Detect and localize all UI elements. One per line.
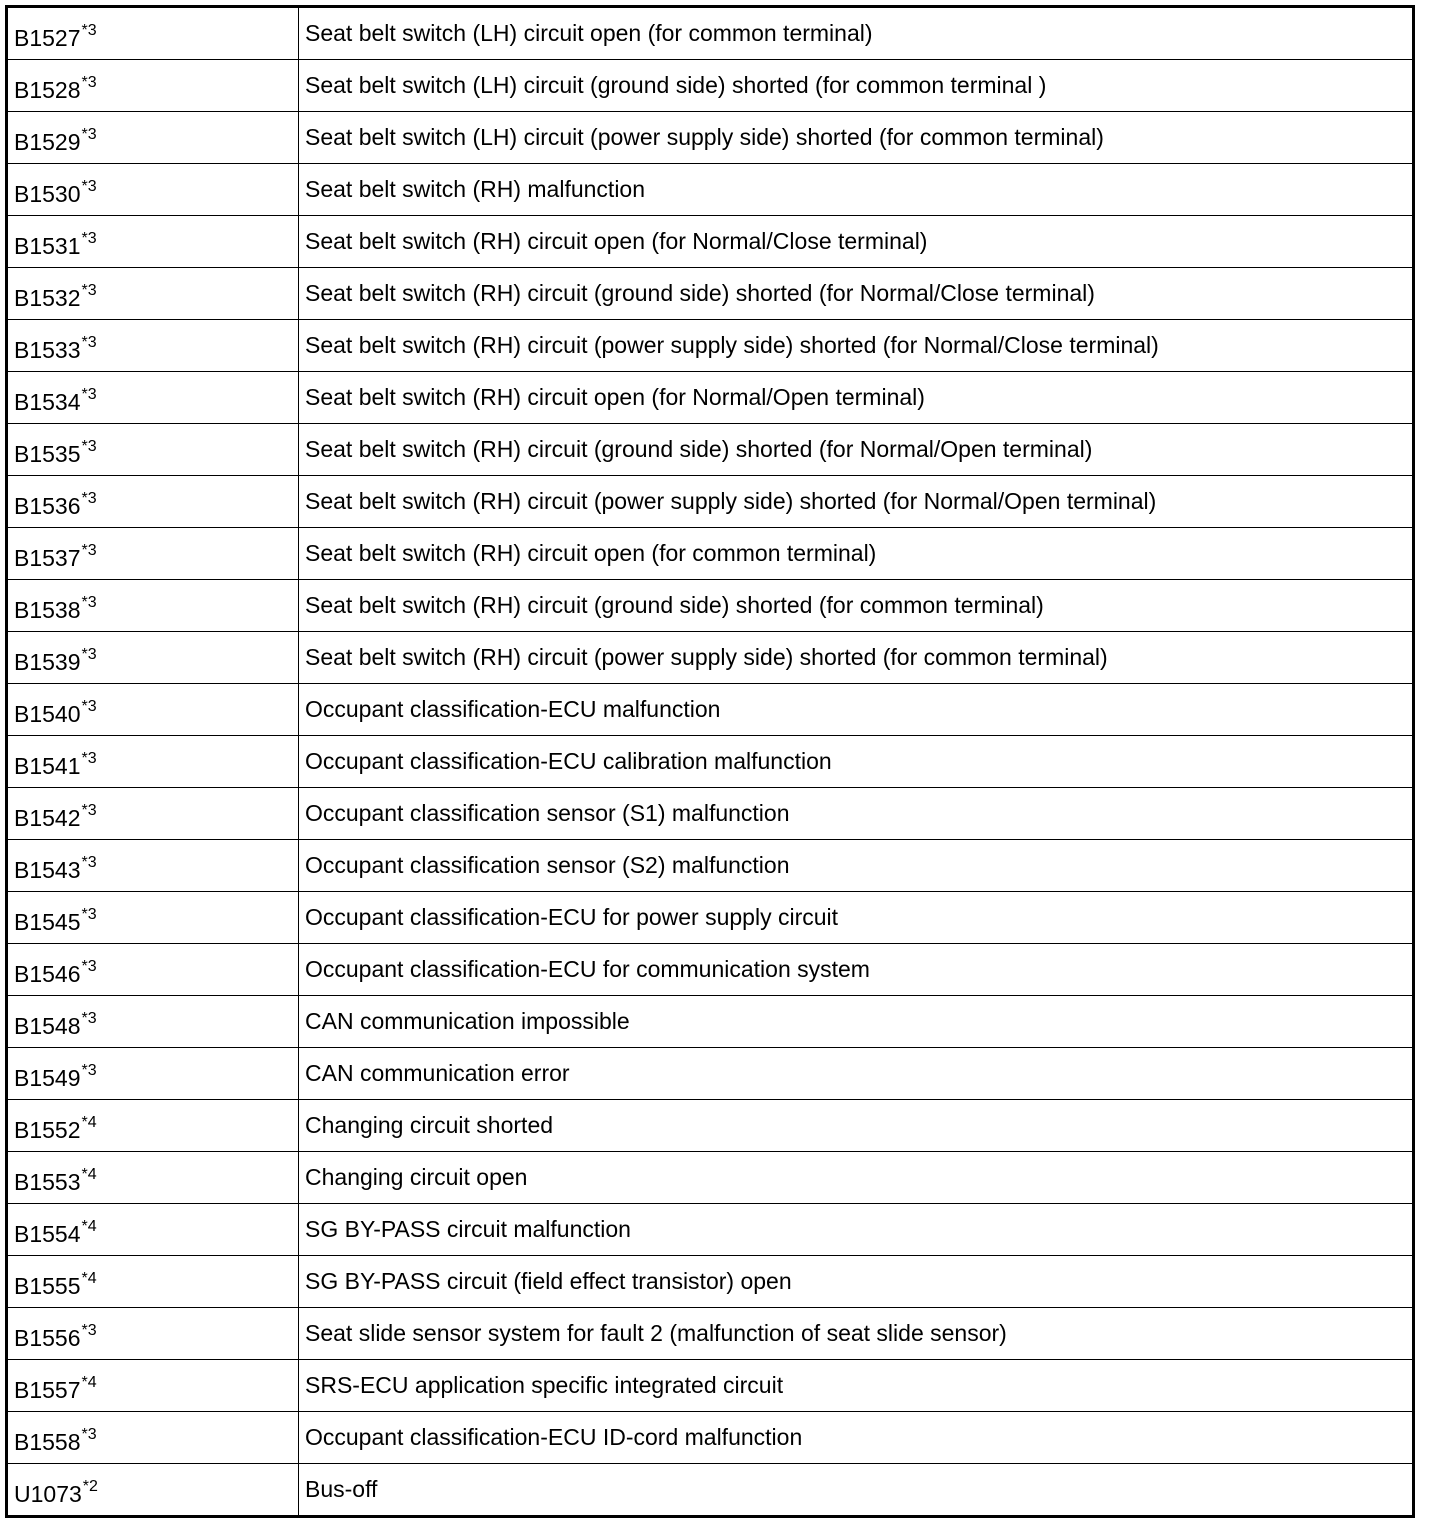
dtc-code-cell: [7, 1100, 299, 1152]
dtc-footnote-marker: *3: [81, 1322, 97, 1339]
dtc-footnote-marker: *3: [81, 386, 97, 403]
table-row: [7, 944, 1414, 996]
dtc-description: Seat belt switch (RH) circuit open (for Normal/Open terminal): [299, 372, 1414, 424]
dtc-code: B1552: [14, 1117, 81, 1143]
dtc-code-cell: [7, 840, 299, 892]
dtc-code: B1542: [14, 805, 81, 831]
dtc-footnote-marker: *3: [81, 958, 97, 975]
table-row: [7, 840, 1414, 892]
dtc-description: SG BY-PASS circuit malfunction: [299, 1204, 1414, 1256]
dtc-footnote-marker: *3: [81, 334, 97, 351]
table-row: [7, 216, 1414, 268]
dtc-footnote-marker: *3: [81, 1010, 97, 1027]
dtc-code: B1558: [14, 1429, 81, 1455]
dtc-description: Changing circuit shorted: [299, 1100, 1414, 1152]
dtc-footnote-marker: *3: [81, 646, 97, 663]
dtc-description: CAN communication error: [299, 1048, 1414, 1100]
dtc-description: SRS-ECU application specific integrated circuit: [299, 1360, 1414, 1412]
dtc-footnote-marker: *3: [81, 282, 97, 299]
table-row: [7, 424, 1414, 476]
table-row: [7, 1100, 1414, 1152]
dtc-code-cell: [7, 1360, 299, 1412]
dtc-code-cell: [7, 1412, 299, 1464]
dtc-footnote-marker: *4: [81, 1374, 97, 1391]
dtc-footnote-marker: *3: [81, 178, 97, 195]
table-row: [7, 372, 1414, 424]
dtc-code: B1531: [14, 233, 81, 259]
dtc-footnote-marker: *3: [81, 750, 97, 767]
dtc-code: B1532: [14, 285, 81, 311]
dtc-description: Seat belt switch (RH) circuit (power supply side) shorted (for common terminal): [299, 632, 1414, 684]
dtc-description: Occupant classification-ECU for power supply circuit: [299, 892, 1414, 944]
dtc-code-cell: [7, 476, 299, 528]
table-row: [7, 1204, 1414, 1256]
dtc-code: B1554: [14, 1221, 81, 1247]
table-row: [7, 7, 1414, 60]
dtc-table-body: [7, 7, 1414, 1517]
dtc-code: B1540: [14, 701, 81, 727]
dtc-description: Bus-off: [299, 1464, 1414, 1517]
dtc-code: B1545: [14, 909, 81, 935]
dtc-code: B1556: [14, 1325, 81, 1351]
dtc-footnote-marker: *3: [81, 230, 97, 247]
table-row: [7, 1048, 1414, 1100]
dtc-description: Seat belt switch (RH) circuit (power supply side) shorted (for Normal/Open terminal): [299, 476, 1414, 528]
dtc-code-cell: [7, 580, 299, 632]
dtc-code-cell: [7, 164, 299, 216]
dtc-description: Seat belt switch (RH) circuit open (for common terminal): [299, 528, 1414, 580]
dtc-code-cell: [7, 944, 299, 996]
dtc-description: Seat belt switch (RH) circuit (ground side) shorted (for Normal/Open terminal): [299, 424, 1414, 476]
dtc-footnote-marker: *3: [81, 22, 97, 39]
dtc-description: Seat belt switch (RH) circuit open (for Normal/Close terminal): [299, 216, 1414, 268]
table-row: [7, 996, 1414, 1048]
table-row: [7, 112, 1414, 164]
table-row: [7, 1464, 1414, 1517]
dtc-footnote-marker: *4: [81, 1270, 97, 1287]
dtc-footnote-marker: *3: [81, 594, 97, 611]
dtc-code: B1555: [14, 1273, 81, 1299]
dtc-footnote-marker: *3: [81, 438, 97, 455]
dtc-code-cell: [7, 892, 299, 944]
dtc-code-cell: [7, 320, 299, 372]
table-row: [7, 1412, 1414, 1464]
dtc-description: Occupant classification-ECU for communication system: [299, 944, 1414, 996]
dtc-code: B1538: [14, 597, 81, 623]
dtc-description: CAN communication impossible: [299, 996, 1414, 1048]
dtc-code: B1541: [14, 753, 81, 779]
dtc-code-cell: [7, 372, 299, 424]
table-row: [7, 1256, 1414, 1308]
table-row: [7, 736, 1414, 788]
dtc-description: Occupant classification sensor (S1) malfunction: [299, 788, 1414, 840]
dtc-footnote-marker: *4: [81, 1218, 97, 1235]
table-row: [7, 476, 1414, 528]
table-row: [7, 684, 1414, 736]
dtc-code-cell: [7, 996, 299, 1048]
dtc-footnote-marker: *3: [81, 1062, 97, 1079]
dtc-table: [5, 5, 1415, 1518]
table-row: [7, 60, 1414, 112]
table-row: [7, 164, 1414, 216]
dtc-code: B1549: [14, 1065, 81, 1091]
dtc-code: B1546: [14, 961, 81, 987]
dtc-description: Seat belt switch (RH) malfunction: [299, 164, 1414, 216]
table-row: [7, 268, 1414, 320]
table-row: [7, 1152, 1414, 1204]
dtc-footnote-marker: *3: [81, 906, 97, 923]
dtc-code-cell: [7, 424, 299, 476]
dtc-code-cell: [7, 1464, 299, 1517]
dtc-code-cell: [7, 528, 299, 580]
dtc-code: B1534: [14, 389, 81, 415]
dtc-code-cell: [7, 268, 299, 320]
dtc-description: Seat belt switch (RH) circuit (power supply side) shorted (for Normal/Close terminal): [299, 320, 1414, 372]
table-row: [7, 632, 1414, 684]
dtc-code-cell: [7, 736, 299, 788]
dtc-code-cell: [7, 684, 299, 736]
dtc-code-cell: [7, 60, 299, 112]
table-row: [7, 1360, 1414, 1412]
dtc-code-cell: [7, 1204, 299, 1256]
dtc-description: Seat belt switch (RH) circuit (ground side) shorted (for common terminal): [299, 580, 1414, 632]
dtc-code: U1073: [14, 1481, 82, 1507]
dtc-code-cell: [7, 1152, 299, 1204]
dtc-code-cell: [7, 788, 299, 840]
dtc-code-cell: [7, 1256, 299, 1308]
dtc-footnote-marker: *3: [81, 698, 97, 715]
table-row: [7, 528, 1414, 580]
dtc-code-cell: [7, 216, 299, 268]
dtc-footnote-marker: *3: [81, 74, 97, 91]
dtc-code-cell: [7, 632, 299, 684]
dtc-footnote-marker: *3: [81, 802, 97, 819]
dtc-footnote-marker: *3: [81, 854, 97, 871]
dtc-description: Seat slide sensor system for fault 2 (malfunction of seat slide sensor): [299, 1308, 1414, 1360]
table-row: [7, 788, 1414, 840]
table-row: [7, 320, 1414, 372]
dtc-footnote-marker: *4: [81, 1166, 97, 1183]
dtc-code: B1543: [14, 857, 81, 883]
dtc-code: B1536: [14, 493, 81, 519]
dtc-description: Seat belt switch (LH) circuit (ground side) shorted (for common terminal ): [299, 60, 1414, 112]
dtc-code: B1539: [14, 649, 81, 675]
dtc-description: Occupant classification-ECU calibration malfunction: [299, 736, 1414, 788]
dtc-description: Seat belt switch (LH) circuit (power supply side) shorted (for common terminal): [299, 112, 1414, 164]
dtc-footnote-marker: *3: [81, 542, 97, 559]
dtc-description: Occupant classification-ECU malfunction: [299, 684, 1414, 736]
dtc-code: B1537: [14, 545, 81, 571]
dtc-footnote-marker: *4: [81, 1114, 97, 1131]
dtc-code: B1548: [14, 1013, 81, 1039]
dtc-description: Seat belt switch (RH) circuit (ground side) shorted (for Normal/Close terminal): [299, 268, 1414, 320]
dtc-code-cell: [7, 1308, 299, 1360]
dtc-code: B1553: [14, 1169, 81, 1195]
dtc-code: B1527: [14, 25, 81, 51]
table-row: [7, 892, 1414, 944]
dtc-code-cell: [7, 7, 299, 60]
dtc-description: Occupant classification sensor (S2) malfunction: [299, 840, 1414, 892]
dtc-code: B1528: [14, 77, 81, 103]
dtc-footnote-marker: *3: [81, 1426, 97, 1443]
table-row: [7, 580, 1414, 632]
dtc-code: B1530: [14, 181, 81, 207]
dtc-description: Seat belt switch (LH) circuit open (for common terminal): [299, 7, 1414, 60]
dtc-code: B1533: [14, 337, 81, 363]
table-row: [7, 1308, 1414, 1360]
dtc-footnote-marker: *3: [81, 490, 97, 507]
dtc-description: SG BY-PASS circuit (field effect transistor) open: [299, 1256, 1414, 1308]
dtc-code: B1557: [14, 1377, 81, 1403]
dtc-code-cell: [7, 112, 299, 164]
dtc-code-cell: [7, 1048, 299, 1100]
dtc-footnote-marker: *3: [81, 126, 97, 143]
dtc-code: B1535: [14, 441, 81, 467]
dtc-code: B1529: [14, 129, 81, 155]
dtc-description: Changing circuit open: [299, 1152, 1414, 1204]
dtc-footnote-marker: *2: [82, 1478, 98, 1495]
dtc-description: Occupant classification-ECU ID-cord malfunction: [299, 1412, 1414, 1464]
